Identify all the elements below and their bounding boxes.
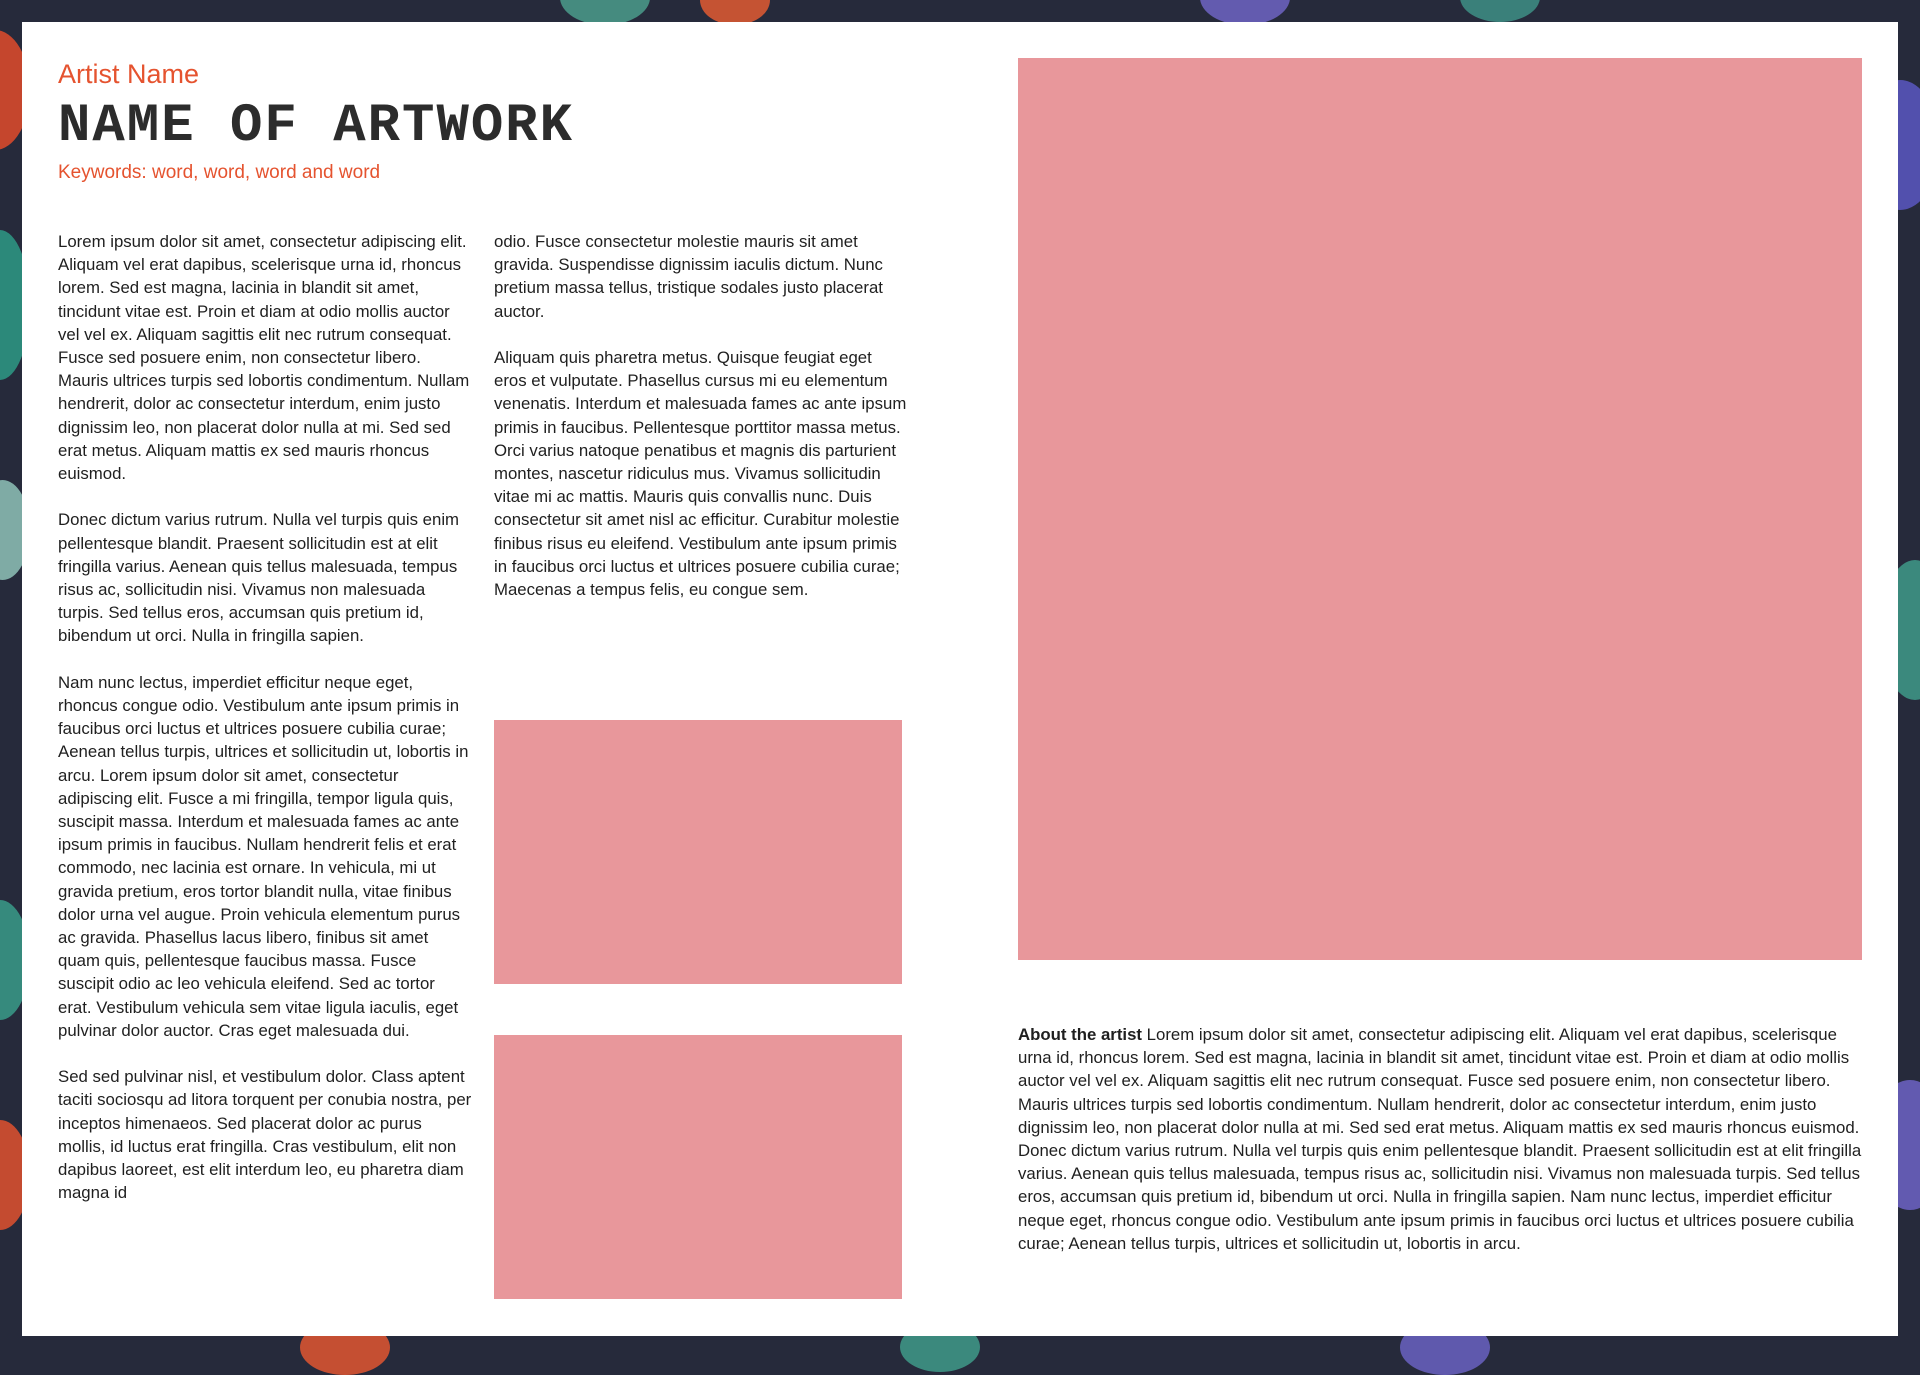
image-placeholder-small-2 <box>494 1035 902 1299</box>
about-artist-label: About the artist <box>1018 1025 1142 1044</box>
about-artist-text: Lorem ipsum dolor sit amet, consectetur adipiscing elit. Aliquam vel erat dapibus, scelerisque urna id, rhoncus lorem. Sed est magna, lacinia in blandit sit amet, tincidunt vitae est. Proin et diam at odio mollis auctor vel vel ex. Aliquam sagittis elit nec rutrum consequat. Fusce sed posuere enim, non consectetur libero. Mauris ultrices turpis sed lobortis condimentum. Nullam hendrerit, dolor ac consectetur interdum, enim justo dignissim leo, non placerat dolor nulla at mi. Sed sed erat metus. Aliquam mattis ex sed mauris rhoncus euismod. Donec dictum varius rutrum. Nulla vel turpis quis enim pellentesque blandit. Praesent sollicitudin est at elit fringilla varius. Aenean quis tellus malesuada, tempus risus ac, sollicitudin nisi. Vivamus non malesuada turpis. Sed tellus eros, accumsan quis pretium id, bibendum ut orci. Nulla in fringilla sapien. Nam nunc lectus, imperdiet efficitur neque eget, rhoncus congue odio. Vestibulum ante ipsum primis in faucibus orci luctus et ultrices posuere cubilia curae; Aenean tellus turpis, ultrices et sollicitudin ut, lobortis in arcu. <box>1018 1025 1862 1253</box>
body-column-1 <box>58 230 473 1322</box>
paragraph: Nam nunc lectus, imperdiet efficitur neque eget, rhoncus congue odio. Vestibulum ante ipsum primis in faucibus orci luctus et ultrices posuere cubilia curae; Aenean tellus turpis, ultrices et sollicitudin ut, lobortis in arcu. Lorem ipsum dolor sit amet, consectetur adipiscing elit. Fusce a mi fringilla, tempor ligula quis, suscipit massa. Interdum et malesuada fames ac ante ipsum primis in faucibus. Nullam hendrerit felis et erat commodo, nec lacinia est ornare. In vehicula, mi ut gravida pretium, eros tortor blandit nulla, vitae finibus dolor urna vel augue. Proin vehicula elementum purus ac gravida. Phasellus lacus libero, finibus sit amet quam quis, pellentesque faucibus massa. Fusce suscipit odio ac leo vehicula eleifend. Sed ac tortor erat. Vestibulum vehicula sem vitae ligula iaculis, eget pulvinar dolor auctor. Cras eget malesuada dui. <box>58 672 469 1040</box>
body-column-2 <box>494 230 909 624</box>
background-blob <box>1460 0 1540 22</box>
keywords: Keywords: word, word, word and word <box>58 162 381 183</box>
image-placeholder-main <box>1018 58 1862 960</box>
image-placeholder-small-1 <box>494 720 902 984</box>
artwork-title: NAME OF ARTWORK <box>58 96 575 157</box>
paragraph: Lorem ipsum dolor sit amet, consectetur adipiscing elit. Aliquam vel erat dapibus, scelerisque urna id, rhoncus lorem. Sed est magna, lacinia in blandit sit amet, tincidunt vitae est. Proin et diam at odio mollis auctor vel vel ex. Aliquam sagittis elit nec rutrum consequat. Fusce sed posuere enim, non consectetur libero. Mauris ultrices turpis sed lobortis condimentum. Nullam hendrerit, dolor ac consectetur interdum, enim justo dignissim leo, non placerat dolor nulla at mi. Sed sed erat metus. Aliquam mattis ex sed mauris rhoncus euismod. <box>58 232 470 484</box>
spread-page <box>22 22 1898 1336</box>
about-artist <box>1018 1023 1862 1255</box>
paragraph: Sed sed pulvinar nisl, et vestibulum dolor. Class aptent taciti sociosqu ad litora torquent per conubia nostra, per inceptos himenaeos. Sed placerat dolor ac purus mollis, id luctus erat fringilla. Cras vestibulum, elit non dapibus laoreet, est elit interdum leo, eu pharetra diam magna id <box>58 1067 472 1203</box>
paragraph: Aliquam quis pharetra metus. Quisque feugiat eget eros et vulputate. Phasellus cursus mi eu elementum venenatis. Interdum et malesuada fames ac ante ipsum primis in faucibus. Pellentesque porttitor massa metus. Orci varius natoque penatibus et magnis dis parturient montes, nascetur ridiculus mus. Vivamus sollicitudin vitae mi ac mattis. Mauris quis convallis nunc. Duis consectetur sit amet nisl ac efficitur. Curabitur molestie finibus risus eu eleifend. Vestibulum ante ipsum primis in faucibus orci luctus et ultrices posuere cubilia curae; Maecenas a tempus felis, eu congue sem. <box>494 348 907 600</box>
artist-name: Artist Name <box>58 59 200 89</box>
paragraph: Donec dictum varius rutrum. Nulla vel turpis quis enim pellentesque blandit. Praesent sollicitudin est at elit fringilla varius. Aenean quis tellus malesuada, tempus risus ac, sollicitudin nisi. Vivamus non malesuada turpis. Sed tellus eros, accumsan quis pretium id, bibendum ut orci. Nulla in fringilla sapien. <box>58 510 460 646</box>
paragraph: odio. Fusce consectetur molestie mauris sit amet gravida. Suspendisse dignissim iaculis dictum. Nunc pretium massa tellus, tristique sodales justo placerat auctor. <box>494 232 883 321</box>
